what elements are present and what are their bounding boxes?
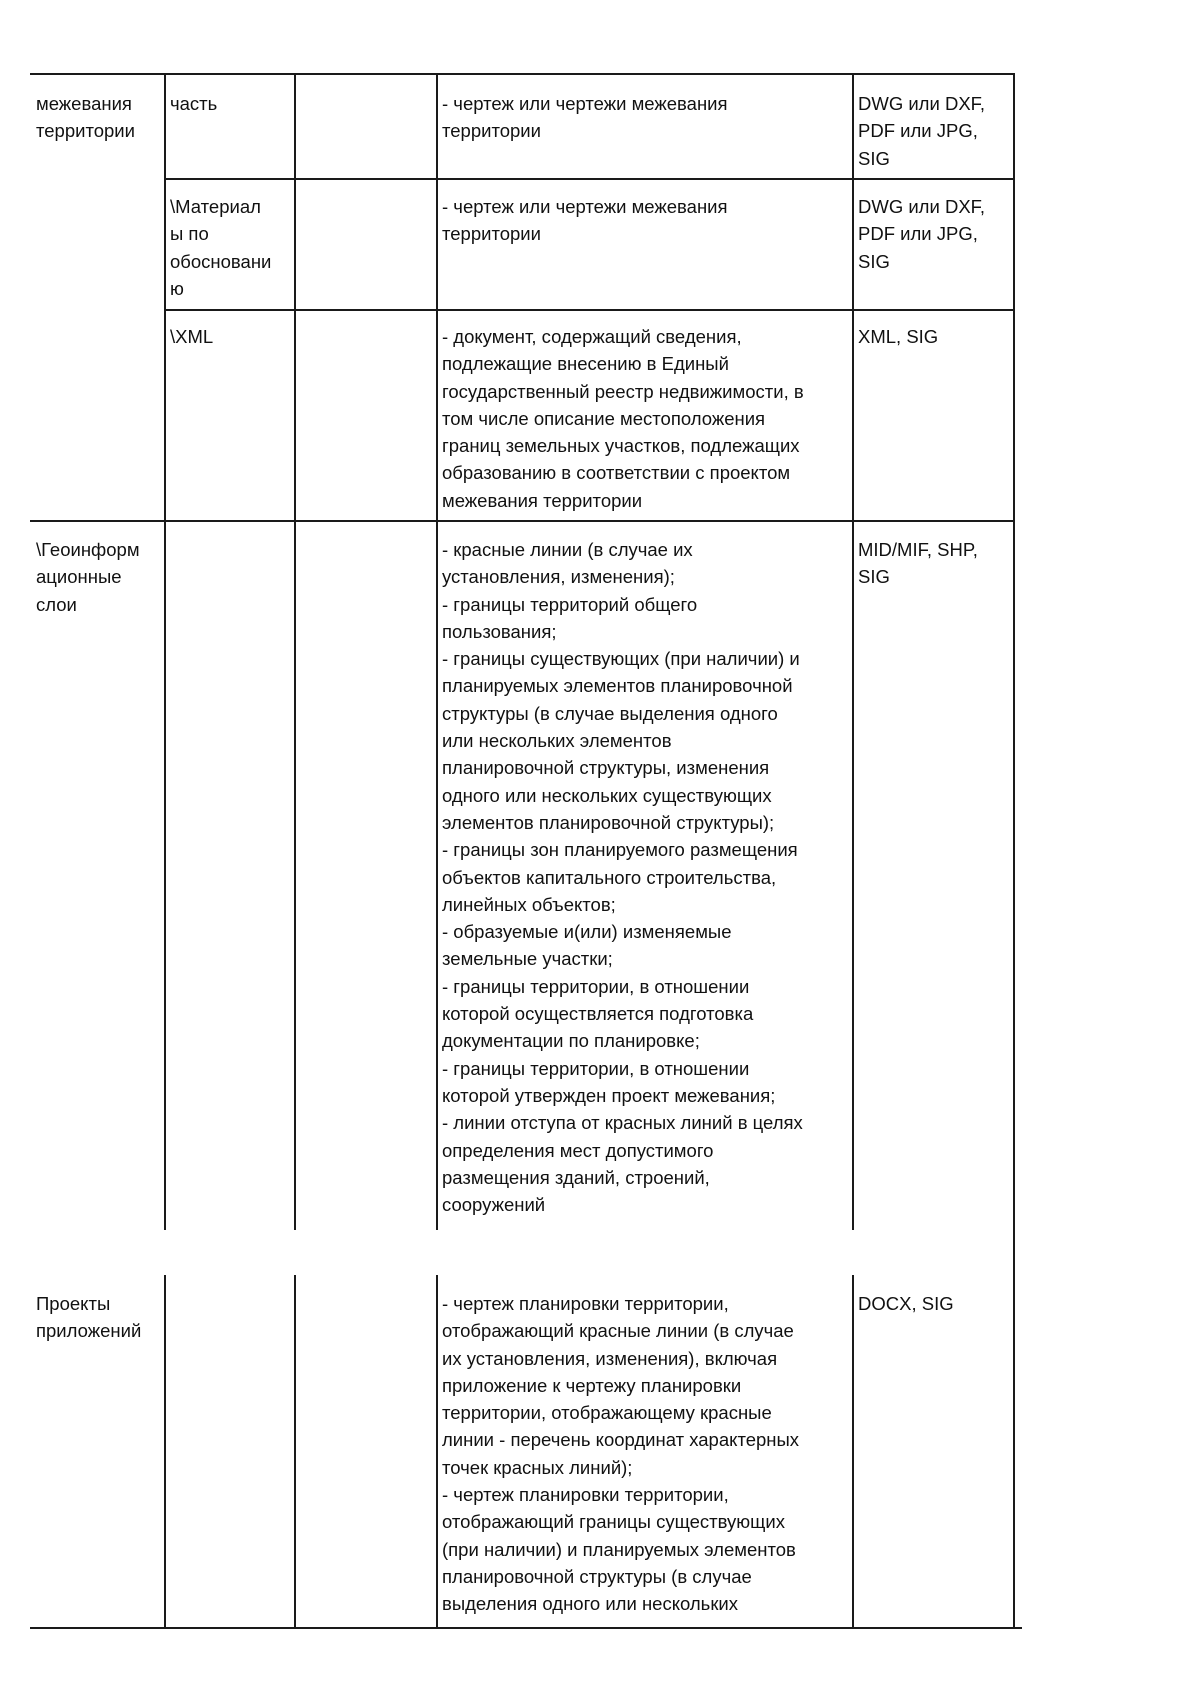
column-divider bbox=[436, 73, 438, 1230]
table-right-border bbox=[1013, 73, 1015, 1627]
table-cell-section-name: \Геоинформ ационные слои bbox=[36, 539, 140, 615]
table-cell-description: - документ, содержащий сведения, подлежащие внесению в Единый государственный реестр недвижимости, в том числе описание местоположения границ земельных участков, подлежащих образованию в соответствии с проектом межевания территории bbox=[442, 326, 804, 511]
table-cell-file-formats: DWG или DXF, PDF или JPG, SIG bbox=[858, 196, 986, 272]
column-divider bbox=[436, 1275, 438, 1627]
table-cell-description: - чертеж или чертежи межевания территории bbox=[442, 196, 728, 245]
table-cell-description: - чертеж или чертежи межевания территории bbox=[442, 93, 728, 142]
table-cell-file-formats: DOCX, SIG bbox=[858, 1293, 954, 1314]
table-cell-description: - красные линии (в случае их установления, изменения); - границы территорий общего пользования; - границы существующих (при наличии) и планируемых элементов планировочной структуры (в случае выделения одного или нескольких элементов планировочной структуры, изменения одного или нескольких существующих элементов планировочной структуры); - границы зон планируемого размещения объектов капитального строительства, линейных объектов; - образуемые и(или) изменяемые земельные участки; - границы территории, в отношении которой осуществляется подготовка документации по планировке; - границы территории, в отношении которой утвержден проект межевания; - линии отступа от красных линий в целях определения мест допустимого размещения зданий, строений, сооружений bbox=[442, 539, 803, 1216]
column-divider bbox=[852, 73, 854, 1230]
table-top-border bbox=[30, 73, 1013, 75]
column-divider bbox=[164, 1275, 166, 1627]
column-divider bbox=[294, 1275, 296, 1627]
column-divider bbox=[164, 73, 166, 1230]
table-cell-section-name: Проекты приложений bbox=[36, 1293, 142, 1342]
table-cell-description: - чертеж планировки территории, отображающий красные линии (в случае их установления, изменения), включая приложение к чертежу планировки территории, отображающему красные линии - перечень координат характерных точек красных линий); - чертеж планировки территории, отображающий границы существующих (при наличии) и планируемых элементов планировочной структуры (в случае выделения одного или нескольких bbox=[442, 1293, 800, 1615]
table-cell-folder-name: часть bbox=[170, 93, 218, 114]
table-cell-folder-name: \Материал ы по обосновани ю bbox=[170, 196, 272, 299]
table-cell-file-formats: MID/MIF, SHP, SIG bbox=[858, 539, 978, 588]
column-divider bbox=[852, 1275, 854, 1627]
row-divider bbox=[164, 178, 1013, 180]
table-cell-file-formats: DWG или DXF, PDF или JPG, SIG bbox=[858, 93, 986, 169]
row-divider bbox=[164, 309, 1013, 311]
row-divider bbox=[30, 520, 1013, 522]
column-divider bbox=[294, 73, 296, 1230]
table-cell-folder-name: \XML bbox=[170, 326, 214, 347]
table-bottom-border bbox=[30, 1627, 1022, 1629]
table-cell-section-name: межевания территории bbox=[36, 93, 135, 142]
table-cell-file-formats: XML, SIG bbox=[858, 326, 939, 347]
